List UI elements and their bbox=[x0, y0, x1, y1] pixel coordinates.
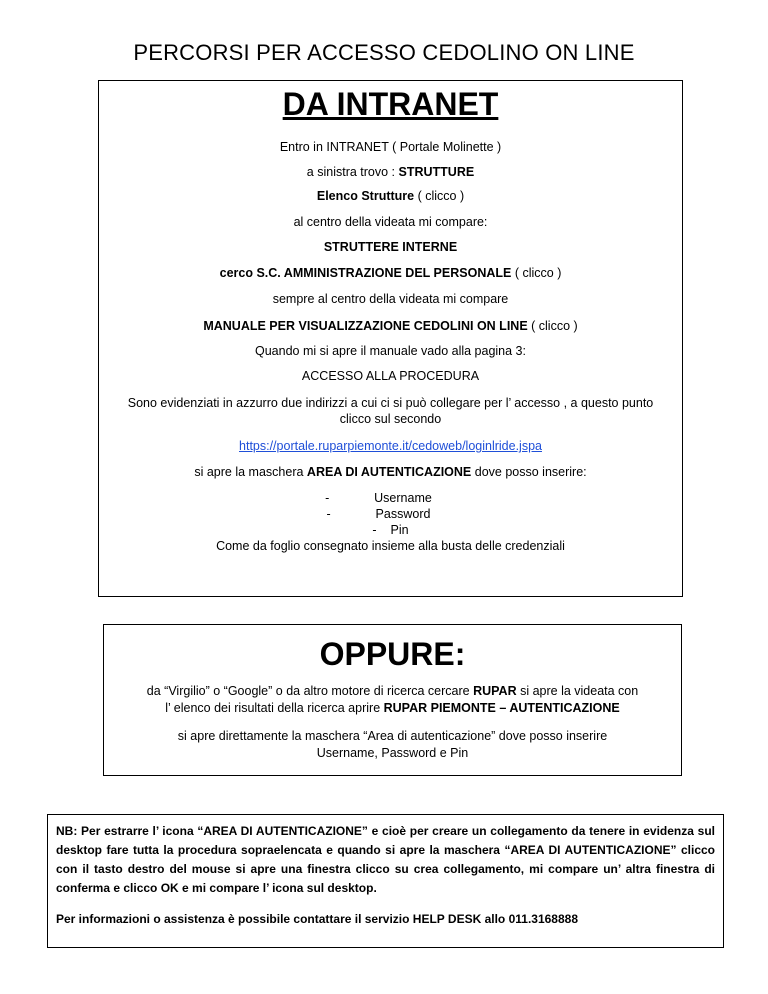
step-line: sempre al centro della videata mi compare bbox=[272, 292, 509, 306]
list-item: - Pin bbox=[372, 523, 409, 537]
oppure-line: da “Virgilio” o “Google” o da altro motore di ricerca cercare RUPAR si apre la videata con bbox=[146, 684, 639, 698]
oppure-line: Username, Password e Pin bbox=[316, 746, 469, 760]
oppure-line: si apre direttamente la maschera “Area di autenticazione” dove posso inserire bbox=[177, 729, 608, 743]
step-line: Sono evidenziati in azzurro due indirizzi a cui ci si può collegare per l’ accesso , a questo punto bbox=[127, 396, 654, 410]
oppure-heading: OPPURE: bbox=[319, 636, 466, 672]
step-line: si apre la maschera AREA DI AUTENTICAZIONE dove posso inserire: bbox=[194, 465, 587, 479]
step-line: cerco S.C. AMMINISTRAZIONE DEL PERSONALE ( clicco ) bbox=[219, 266, 562, 280]
step-line: al centro della videata mi compare: bbox=[293, 215, 488, 229]
step-line: Entro in INTRANET ( Portale Molinette ) bbox=[279, 140, 502, 154]
helpdesk-paragraph: Per informazioni o assistenza è possibile contattare il servizio HELP DESK allo 011.3168888 bbox=[56, 912, 578, 926]
intranet-box bbox=[98, 80, 683, 597]
step-line: clicco sul secondo bbox=[339, 412, 442, 426]
oppure-line: l’ elenco dei risultati della ricerca aprire RUPAR PIEMONTE – AUTENTICAZIONE bbox=[165, 701, 620, 715]
step-line: MANUALE PER VISUALIZZAZIONE CEDOLINI ON LINE ( clicco ) bbox=[203, 319, 578, 333]
step-line: Elenco Strutture ( clicco ) bbox=[316, 189, 465, 203]
step-line: Come da foglio consegnato insieme alla busta delle credenziali bbox=[216, 539, 565, 553]
nb-paragraph: NB: Per estrarre l’ icona “AREA DI AUTENTICAZIONE” e cioè per creare un collegamento da tenere in evidenza sul desktop fare tutta la procedura sopraelencata e quando si apre la maschera “AREA DI AUTENTICAZIONE” clicco con il tasto destro del mouse si apre una finestra clicco su crea collegamento, mi compare un’ altra finestra di conferma e clicco OK e mi compare l’ icona sul desktop. bbox=[56, 824, 715, 895]
step-line: a sinistra trovo : STRUTTURE bbox=[306, 165, 475, 179]
nb-box bbox=[47, 814, 724, 948]
intranet-heading: DA INTRANET bbox=[282, 86, 499, 122]
cedoweb-link[interactable]: https://portale.ruparpiemonte.it/cedoweb/loginlride.jspa bbox=[239, 439, 542, 453]
list-item: - Username bbox=[325, 491, 432, 505]
step-line: STRUTTERE INTERNE bbox=[323, 240, 458, 254]
list-item: - Password bbox=[326, 507, 431, 521]
page-title: PERCORSI PER ACCESSO CEDOLINO ON LINE bbox=[133, 40, 635, 65]
cedoweb-link-line bbox=[99, 438, 682, 454]
step-line: Quando mi si apre il manuale vado alla pagina 3: bbox=[254, 344, 526, 358]
oppure-box bbox=[103, 624, 682, 776]
step-line: ACCESSO ALLA PROCEDURA bbox=[301, 369, 480, 383]
